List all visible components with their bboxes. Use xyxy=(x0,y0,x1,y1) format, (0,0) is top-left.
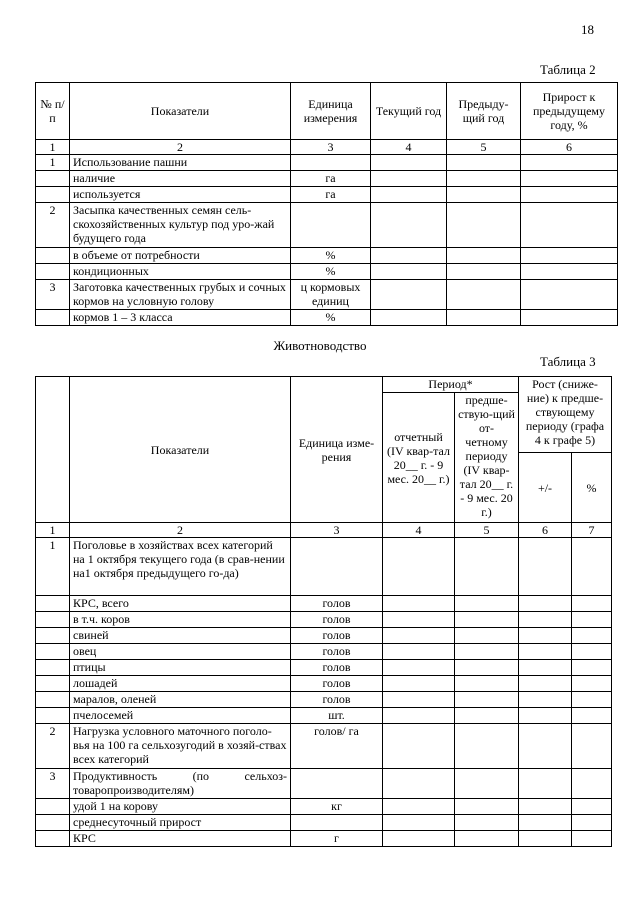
value-cell[interactable] xyxy=(383,724,455,769)
value-cell[interactable] xyxy=(572,815,612,831)
table-row xyxy=(36,628,612,644)
row-number xyxy=(36,660,70,676)
table-row xyxy=(36,155,618,171)
row-label: птицы xyxy=(70,660,291,676)
value-cell[interactable] xyxy=(521,203,618,248)
table-row xyxy=(36,692,612,708)
table-row xyxy=(36,708,612,724)
value-cell[interactable] xyxy=(455,538,519,596)
row-unit: голов xyxy=(291,692,383,708)
row-label: Заготовка качественных грубых и сочных кормов на условную голову xyxy=(70,280,291,310)
value-cell[interactable] xyxy=(383,660,455,676)
value-cell[interactable] xyxy=(383,538,455,596)
value-cell[interactable] xyxy=(572,708,612,724)
table2-colnum: 5 xyxy=(447,140,521,155)
row-number xyxy=(36,596,70,612)
table-row xyxy=(36,596,612,612)
value-cell[interactable] xyxy=(455,815,519,831)
value-cell[interactable] xyxy=(383,769,455,799)
row-unit: га xyxy=(291,187,371,203)
table-row xyxy=(36,769,612,799)
table-row xyxy=(36,612,612,628)
value-cell[interactable] xyxy=(572,628,612,644)
value-cell[interactable] xyxy=(455,799,519,815)
row-number xyxy=(36,187,70,203)
value-cell[interactable] xyxy=(455,612,519,628)
value-cell[interactable] xyxy=(371,155,447,171)
row-unit: голов/ га xyxy=(291,724,383,769)
row-unit: голов xyxy=(291,644,383,660)
value-cell[interactable] xyxy=(572,612,612,628)
row-number xyxy=(36,831,70,847)
row-unit: голов xyxy=(291,676,383,692)
table2-colnum: 3 xyxy=(291,140,371,155)
table2-header-current-year: Текущий год xyxy=(371,83,447,140)
value-cell[interactable] xyxy=(455,769,519,799)
value-cell[interactable] xyxy=(371,248,447,264)
value-cell[interactable] xyxy=(521,171,618,187)
row-unit xyxy=(291,203,371,248)
value-cell[interactable] xyxy=(447,171,521,187)
row-label: Засыпка качественных семян сель-скохозяйственных культур под уро-жай будущего года xyxy=(70,203,291,248)
table2-colnum: 2 xyxy=(70,140,291,155)
value-cell[interactable] xyxy=(455,831,519,847)
row-number: 1 xyxy=(36,538,70,596)
value-cell[interactable] xyxy=(572,596,612,612)
value-cell[interactable] xyxy=(383,799,455,815)
row-unit xyxy=(291,538,383,596)
value-cell[interactable] xyxy=(521,280,618,310)
value-cell[interactable] xyxy=(455,692,519,708)
row-number: 2 xyxy=(36,203,70,248)
value-cell[interactable] xyxy=(455,628,519,644)
table-row xyxy=(36,248,618,264)
table3 xyxy=(35,376,612,847)
value-cell[interactable] xyxy=(383,596,455,612)
row-number xyxy=(36,264,70,280)
row-number: 3 xyxy=(36,769,70,799)
value-cell[interactable] xyxy=(383,644,455,660)
value-cell[interactable] xyxy=(383,676,455,692)
row-unit: шт. xyxy=(291,708,383,724)
row-unit: кг xyxy=(291,799,383,815)
row-number xyxy=(36,708,70,724)
row-number xyxy=(36,171,70,187)
row-unit: голов xyxy=(291,612,383,628)
value-cell[interactable] xyxy=(455,708,519,724)
table-row xyxy=(36,264,618,280)
table3-header-previous-period: предше-ствую-щий от-четному периоду (IV квар-тал 20__ г. - 9 мес. 20 г.) xyxy=(455,393,519,523)
row-unit: га xyxy=(291,171,371,187)
row-label: Использование пашни xyxy=(70,155,291,171)
table2-header-previous-year: Предыду-щий год xyxy=(447,83,521,140)
row-unit xyxy=(291,769,383,799)
value-cell[interactable] xyxy=(519,596,572,612)
value-cell[interactable] xyxy=(572,660,612,676)
table3-colnum: 2 xyxy=(70,523,291,538)
value-cell[interactable] xyxy=(455,724,519,769)
value-cell[interactable] xyxy=(447,203,521,248)
value-cell[interactable] xyxy=(383,708,455,724)
table3-colnum: 7 xyxy=(572,523,612,538)
value-cell[interactable] xyxy=(519,815,572,831)
row-number xyxy=(36,612,70,628)
row-label: Продуктивность (по сельхоз-товаропроизводителям) xyxy=(70,769,291,799)
row-number xyxy=(36,628,70,644)
table-row xyxy=(36,660,612,676)
value-cell[interactable] xyxy=(519,538,572,596)
row-unit: голов xyxy=(291,660,383,676)
row-number xyxy=(36,676,70,692)
value-cell[interactable] xyxy=(371,310,447,326)
value-cell[interactable] xyxy=(572,676,612,692)
row-number: 3 xyxy=(36,280,70,310)
table-row xyxy=(36,676,612,692)
value-cell[interactable] xyxy=(447,187,521,203)
value-cell[interactable] xyxy=(455,676,519,692)
page-number: 18 xyxy=(581,22,594,37)
row-label: кондиционных xyxy=(70,264,291,280)
row-label: овец xyxy=(70,644,291,660)
value-cell[interactable] xyxy=(371,171,447,187)
table3-caption: Таблица 3 xyxy=(540,354,596,369)
value-cell[interactable] xyxy=(383,692,455,708)
table-row xyxy=(36,203,618,248)
value-cell[interactable] xyxy=(447,155,521,171)
table-row xyxy=(36,538,612,596)
value-cell[interactable] xyxy=(519,831,572,847)
value-cell[interactable] xyxy=(519,676,572,692)
table-row xyxy=(36,815,612,831)
table3-header-plusminus: +/- xyxy=(519,453,572,523)
row-label: удой 1 на корову xyxy=(70,799,291,815)
value-cell[interactable] xyxy=(572,724,612,769)
row-number xyxy=(36,692,70,708)
value-cell[interactable] xyxy=(383,628,455,644)
value-cell[interactable] xyxy=(447,248,521,264)
value-cell[interactable] xyxy=(519,799,572,815)
table2-header-num: № п/п xyxy=(36,83,70,140)
row-label: свиней xyxy=(70,628,291,644)
table3-header-indicator: Показатели xyxy=(70,377,291,523)
table-row xyxy=(36,171,618,187)
table3-colnum: 6 xyxy=(519,523,572,538)
row-number: 1 xyxy=(36,155,70,171)
row-label: Нагрузка условного маточного поголо-вья на 100 га сельхозугодий в хозяй-ствах всех категорий xyxy=(70,724,291,769)
value-cell[interactable] xyxy=(572,692,612,708)
table-row xyxy=(36,831,612,847)
value-cell[interactable] xyxy=(455,660,519,676)
value-cell[interactable] xyxy=(371,203,447,248)
value-cell[interactable] xyxy=(383,831,455,847)
table2-header-growth: Прирост к предыдущему году, % xyxy=(521,83,618,140)
table-row xyxy=(36,724,612,769)
row-label: используется xyxy=(70,187,291,203)
table2-header-unit: Единица измерения xyxy=(291,83,371,140)
row-number xyxy=(36,310,70,326)
value-cell[interactable] xyxy=(447,264,521,280)
table-row xyxy=(36,187,618,203)
value-cell[interactable] xyxy=(572,538,612,596)
value-cell[interactable] xyxy=(572,644,612,660)
value-cell[interactable] xyxy=(455,644,519,660)
table3-header-num xyxy=(36,377,70,523)
row-number xyxy=(36,248,70,264)
value-cell[interactable] xyxy=(521,248,618,264)
row-unit: % xyxy=(291,264,371,280)
value-cell[interactable] xyxy=(521,310,618,326)
table-row xyxy=(36,644,612,660)
row-number xyxy=(36,799,70,815)
value-cell[interactable] xyxy=(519,644,572,660)
table2-colnum: 4 xyxy=(371,140,447,155)
section-title: Животноводство xyxy=(273,338,367,353)
table3-header-unit: Единица изме-рения xyxy=(291,377,383,523)
value-cell[interactable] xyxy=(521,187,618,203)
row-label: кормов 1 – 3 класса xyxy=(70,310,291,326)
value-cell[interactable] xyxy=(572,769,612,799)
value-cell[interactable] xyxy=(519,692,572,708)
value-cell[interactable] xyxy=(519,724,572,769)
value-cell[interactable] xyxy=(519,769,572,799)
value-cell[interactable] xyxy=(447,280,521,310)
value-cell[interactable] xyxy=(519,660,572,676)
table2-colnum: 6 xyxy=(521,140,618,155)
table2-caption: Таблица 2 xyxy=(540,62,596,77)
row-unit: % xyxy=(291,248,371,264)
table-row xyxy=(36,799,612,815)
row-unit: ц кормовых единиц xyxy=(291,280,371,310)
row-unit xyxy=(291,815,383,831)
table3-header-percent: % xyxy=(572,453,612,523)
value-cell[interactable] xyxy=(521,264,618,280)
row-unit: голов xyxy=(291,628,383,644)
row-label: пчелосемей xyxy=(70,708,291,724)
table-row xyxy=(36,280,618,310)
table3-colnum: 1 xyxy=(36,523,70,538)
row-label: КРС, всего xyxy=(70,596,291,612)
table3-colnum: 4 xyxy=(383,523,455,538)
value-cell[interactable] xyxy=(455,596,519,612)
table3-header-growth: Рост (сниже-ние) к предше-ствующему периоду (графа 4 к графе 5) xyxy=(519,377,612,453)
value-cell[interactable] xyxy=(383,612,455,628)
value-cell[interactable] xyxy=(447,310,521,326)
row-unit: % xyxy=(291,310,371,326)
value-cell[interactable] xyxy=(519,628,572,644)
row-label: лошадей xyxy=(70,676,291,692)
table3-colnum: 5 xyxy=(455,523,519,538)
value-cell[interactable] xyxy=(519,612,572,628)
row-unit xyxy=(291,155,371,171)
row-label: Поголовье в хозяйствах всех категорий на 1 октября текущего года (в срав-нении на1 октября предыдущего го-да) xyxy=(70,538,291,596)
table3-header-current-period: отчетный (IV квар-тал 20__ г. - 9 мес. 20__ г.) xyxy=(383,393,455,523)
value-cell[interactable] xyxy=(383,815,455,831)
value-cell[interactable] xyxy=(371,264,447,280)
value-cell[interactable] xyxy=(572,831,612,847)
table2 xyxy=(35,82,618,326)
row-label: КРС xyxy=(70,831,291,847)
row-label: в объеме от потребности xyxy=(70,248,291,264)
table3-header-period: Период* xyxy=(383,377,519,393)
row-number xyxy=(36,815,70,831)
row-label: маралов, оленей xyxy=(70,692,291,708)
table3-colnum: 3 xyxy=(291,523,383,538)
row-label: в т.ч. коров xyxy=(70,612,291,628)
value-cell[interactable] xyxy=(371,280,447,310)
value-cell[interactable] xyxy=(519,708,572,724)
row-label: наличие xyxy=(70,171,291,187)
value-cell[interactable] xyxy=(371,187,447,203)
table2-header-indicator: Показатели xyxy=(70,83,291,140)
row-number: 2 xyxy=(36,724,70,769)
row-unit: голов xyxy=(291,596,383,612)
value-cell[interactable] xyxy=(521,155,618,171)
value-cell[interactable] xyxy=(572,799,612,815)
row-number xyxy=(36,644,70,660)
table2-colnum: 1 xyxy=(36,140,70,155)
row-label: среднесуточный прирост xyxy=(70,815,291,831)
row-unit: г xyxy=(291,831,383,847)
table-row xyxy=(36,310,618,326)
